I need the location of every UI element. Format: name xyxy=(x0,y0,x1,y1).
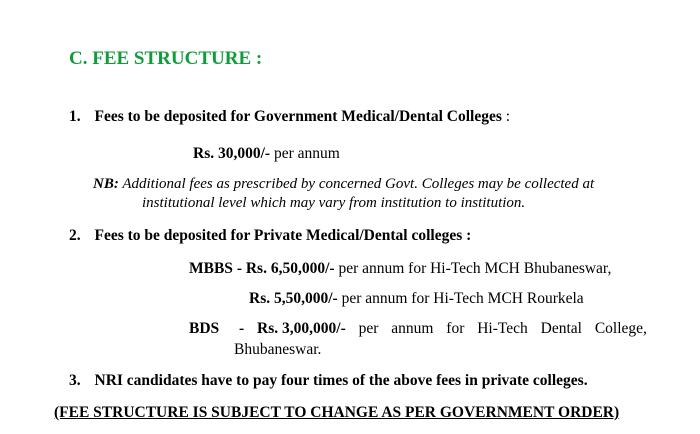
mbbs-line-1 xyxy=(189,260,611,278)
mbbs-line-2 xyxy=(249,290,584,308)
bds-word: for xyxy=(446,320,465,337)
bds-dash: - xyxy=(239,320,245,337)
item-1-amount-line xyxy=(193,145,340,163)
bds-word: per xyxy=(358,320,379,337)
bds-line-2: Bhubaneswar. xyxy=(234,341,322,358)
bds-word: Hi-Tech xyxy=(477,320,528,337)
item-3 xyxy=(69,372,588,390)
item-3-number: 3. xyxy=(69,372,81,389)
bds-word: Dental xyxy=(540,320,582,337)
item-2 xyxy=(69,227,471,245)
bds-amount: Rs. 3,00,000/- xyxy=(257,320,346,337)
bds-line-1 xyxy=(189,320,219,338)
item-1-amount-suffix: per annum xyxy=(270,145,340,162)
item-1-suffix: : xyxy=(501,108,511,125)
nb-note-line-2: institutional level which may vary from institution to institution. xyxy=(142,195,526,211)
item-2-number: 2. xyxy=(69,227,81,244)
footer-note: (FEE STRUCTURE IS SUBJECT TO CHANGE AS PER GOVERNMENT ORDER) xyxy=(54,404,620,421)
mbbs-amount-1: Rs. 6,50,000/- xyxy=(245,260,335,277)
item-2-text: Fees to be deposited for Private Medical/Dental colleges : xyxy=(94,227,472,244)
nb-text-line-1: Additional fees as prescribed by concerned Govt. Colleges may be collected at xyxy=(118,176,595,192)
mbbs-dash: - xyxy=(232,260,246,277)
item-1-amount: Rs. 30,000/- xyxy=(193,145,271,162)
bds-label: BDS xyxy=(189,320,220,337)
nb-label: NB: xyxy=(93,176,119,192)
mbbs-label: MBBS xyxy=(189,260,233,277)
mbbs-text-1: per annum for Hi-Tech MCH Bhubaneswar, xyxy=(334,260,612,277)
item-1-number: 1. xyxy=(69,108,81,125)
item-3-text: NRI candidates have to pay four times of the above fees in private colleges. xyxy=(94,372,588,389)
bds-word: annum xyxy=(391,320,434,337)
bds-line-1-body xyxy=(239,320,647,338)
bds-word: College, xyxy=(594,320,647,337)
mbbs-amount-2: Rs. 5,50,000/- xyxy=(249,290,338,307)
item-1-text: Fees to be deposited for Government Medical/Dental Colleges xyxy=(94,108,502,125)
mbbs-text-2: per annum for Hi-Tech MCH Rourkela xyxy=(337,290,584,307)
section-heading: C. FEE STRUCTURE : xyxy=(69,48,263,69)
nb-note-line-1 xyxy=(93,176,594,193)
item-1 xyxy=(69,108,510,126)
